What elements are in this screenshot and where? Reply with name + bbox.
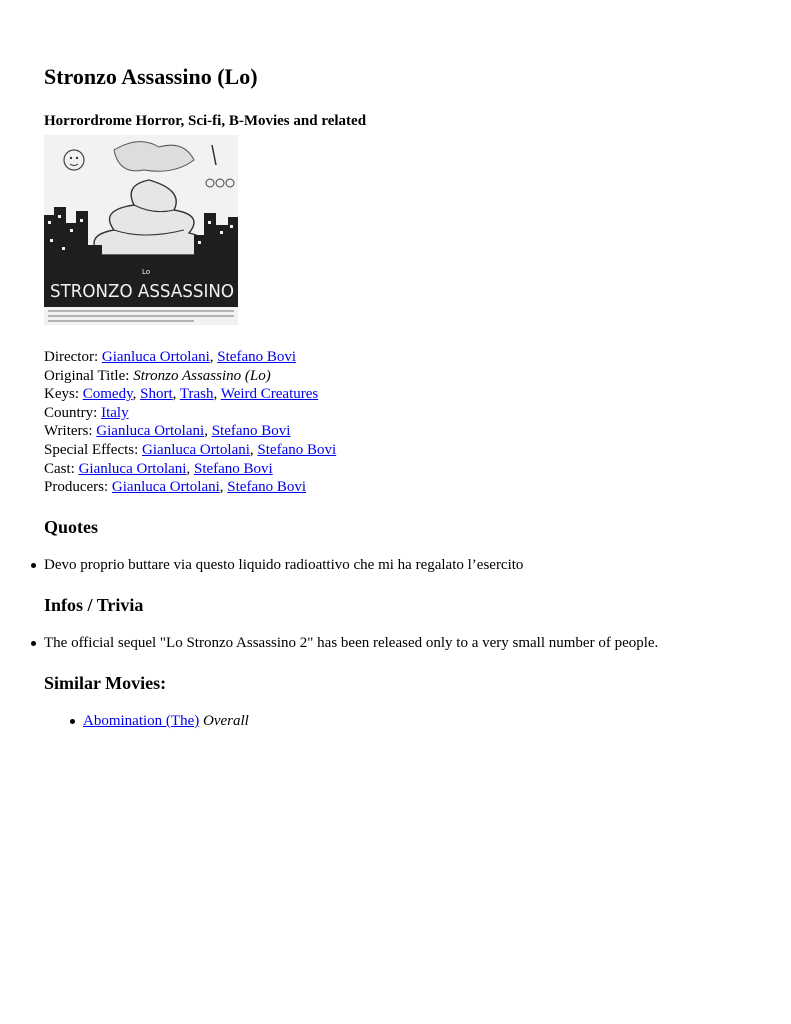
cast-link-1[interactable]: Gianluca Ortolani [78,460,187,477]
similar-movie-item [83,712,764,730]
movie-poster [44,135,238,325]
key-link-weird-creatures[interactable]: Weird Creatures [220,386,319,403]
similar-movies-list [44,712,764,730]
trivia-item: The official sequel "Lo Stronzo Assassino 2" has been released only to a very small number of people. [44,634,764,652]
similar-movies-heading: Similar Movies: [44,672,167,693]
poster-text-lo: Lo [142,268,151,276]
trivia-heading: Infos / Trivia [44,594,144,615]
separator: , [172,386,180,403]
director-link-1[interactable]: Gianluca Ortolani [101,349,210,365]
similar-movie-link[interactable]: Abomination (The) [83,712,200,729]
special-effects-label: Special Effects: [44,441,139,458]
director-link-2[interactable]: Stefano Bovi [217,349,297,365]
similar-movie-note: Overall [202,712,249,729]
special-effects-row [44,441,764,460]
quotes-heading: Quotes [44,516,98,537]
key-link-comedy[interactable]: Comedy [82,386,133,403]
separator: , [219,479,228,496]
separator: , [132,386,141,403]
separator: , [249,441,258,458]
poster-title-text: STRONZO ASSASSINO [50,281,234,302]
cast-row [44,460,764,479]
country-row [44,404,764,423]
writers-row [44,422,764,441]
original-title-label: Original Title: [44,367,130,384]
director-row [44,348,764,367]
keys-label: Keys: [44,386,79,403]
separator: , [186,460,194,477]
quote-item: Devo proprio buttare via questo liquido radioattivo che mi ha regalato l’esercito [44,556,764,574]
producer-link-1[interactable]: Gianluca Ortolani [111,479,220,496]
keys-row [44,385,764,404]
original-title-row [44,367,764,386]
special-effects-link-2[interactable]: Stefano Bovi [257,441,337,458]
producer-link-2[interactable]: Stefano Bovi [227,479,307,496]
separator: , [204,423,212,440]
cast-label: Cast: [44,460,75,477]
country-link[interactable]: Italy [101,404,129,421]
key-link-short[interactable]: Short [140,386,173,403]
writer-link-2[interactable]: Stefano Bovi [211,423,291,440]
key-link-trash[interactable]: Trash [179,386,214,403]
writers-label: Writers: [44,423,93,440]
country-label: Country: [44,404,98,421]
original-title-value: Stronzo Assassino (Lo) [133,367,271,384]
producers-row [44,478,764,497]
movie-metadata [44,348,764,497]
separator: , [209,349,218,365]
page-subtitle: Horrordrome Horror, Sci-fi, B-Movies and related [44,113,367,129]
cast-link-2[interactable]: Stefano Bovi [193,460,273,477]
writer-link-1[interactable]: Gianluca Ortolani [96,423,205,440]
page-title: Stronzo Assassino (Lo) [44,64,258,89]
separator: , [213,386,221,403]
producers-label: Producers: [44,479,109,496]
special-effects-link-1[interactable]: Gianluca Ortolani [142,441,250,458]
director-label: Director: [44,349,99,365]
movie-page [44,62,764,730]
